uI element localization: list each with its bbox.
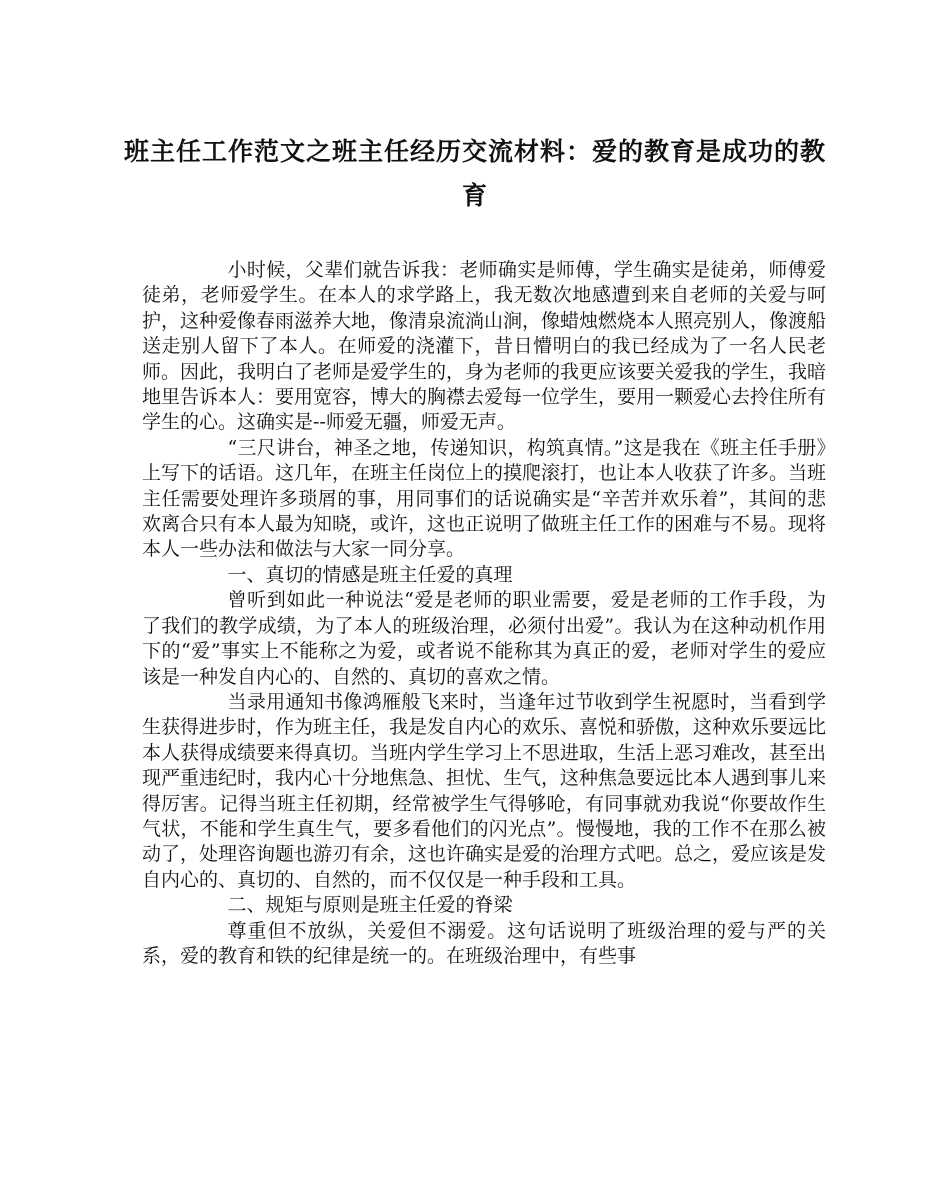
paragraph: 尊重但不放纵，关爱但不溺爱。这句话说明了班级治理的爱与严的关系，爱的教育和铁的纪律是统一的。在班级治理中，有些事 [142, 919, 826, 967]
paragraph: 当录用通知书像鸿雁般飞来时，当逢年过节收到学生祝愿时，当看到学生获得进步时，作为班主任，我是发自内心的欢乐、喜悦和骄傲，这种欢乐要远比本人获得成绩要来得真切。当班内学生学习上不思进取，生活上恶习难改，甚至出现严重违纪时，我内心十分地焦急、担忧、生气，这种焦急要远比本人遇到事儿来得厉害。记得当班主任初期，经常被学生气得够呛，有同事就劝我说“你要故作生气状，不能和学生真生气，要多看他们的闪光点”。慢慢地，我的工作不在那么被动了，处理咨询题也游刃有余，这也许确实是爱的治理方式吧。总之，爱应该是发自内心的、真切的、自然的，而不仅仅是一种手段和工具。 [142, 690, 827, 891]
section-heading: 一、真切的情感是班主任爱的真理 [227, 563, 513, 586]
paragraph: 小时候，父辈们就告诉我：老师确实是师傅，学生确实是徒弟，师傅爱徒弟，老师爱学生。在本人的求学路上，我无数次地感遭到来自老师的关爱与呵护，这种爱像春雨滋养大地，像清泉流淌山涧，像蜡烛燃烧本人照亮别人，像渡船送走别人留下了本人。在师爱的浇灌下，昔日懵明白的我已经成为了一名人民老师。因此，我明白了老师是爱学生的，身为老师的我更应该要关爱我的学生，我暗地里告诉本人：要用宽容，博大的胸襟去爱每一位学生，要用一颗爱心去拎住所有学生的心。这确实是--师爱无疆，师爱无声。 [142, 259, 827, 434]
paragraph: “三尺讲台，神圣之地，传递知识，构筑真情。”这是我在《班主任手册》上写下的话语。这几年，在班主任岗位上的摸爬滚打，也让本人收获了许多。当班主任需要处理许多琐屑的事，用同事们的话说确实是“辛苦并欢乐着”，其间的悲欢离合只有本人最为知晓，或许，这也正说明了做班主任工作的困难与不易。现将本人一些办法和做法与大家一同分享。 [142, 436, 827, 561]
section-heading: 二、规矩与原则是班主任爱的脊梁 [227, 894, 513, 917]
paragraph: 曾听到如此一种说法“爱是老师的职业需要，爱是老师的工作手段，为了我们的教学成绩，为了本人的班级治理，必须付出爱”。我认为在这种动机作用下的“爱”事实上不能称之为爱，或者说不能称其为真正的爱，老师对学生的爱应该是一种发自内心的、自然的、真切的喜欢之情。 [142, 589, 826, 688]
document-title: 班主任工作范文之班主任经历交流材料：爱的教育是成功的教育 [123, 137, 826, 210]
document-body [142, 258, 826, 969]
